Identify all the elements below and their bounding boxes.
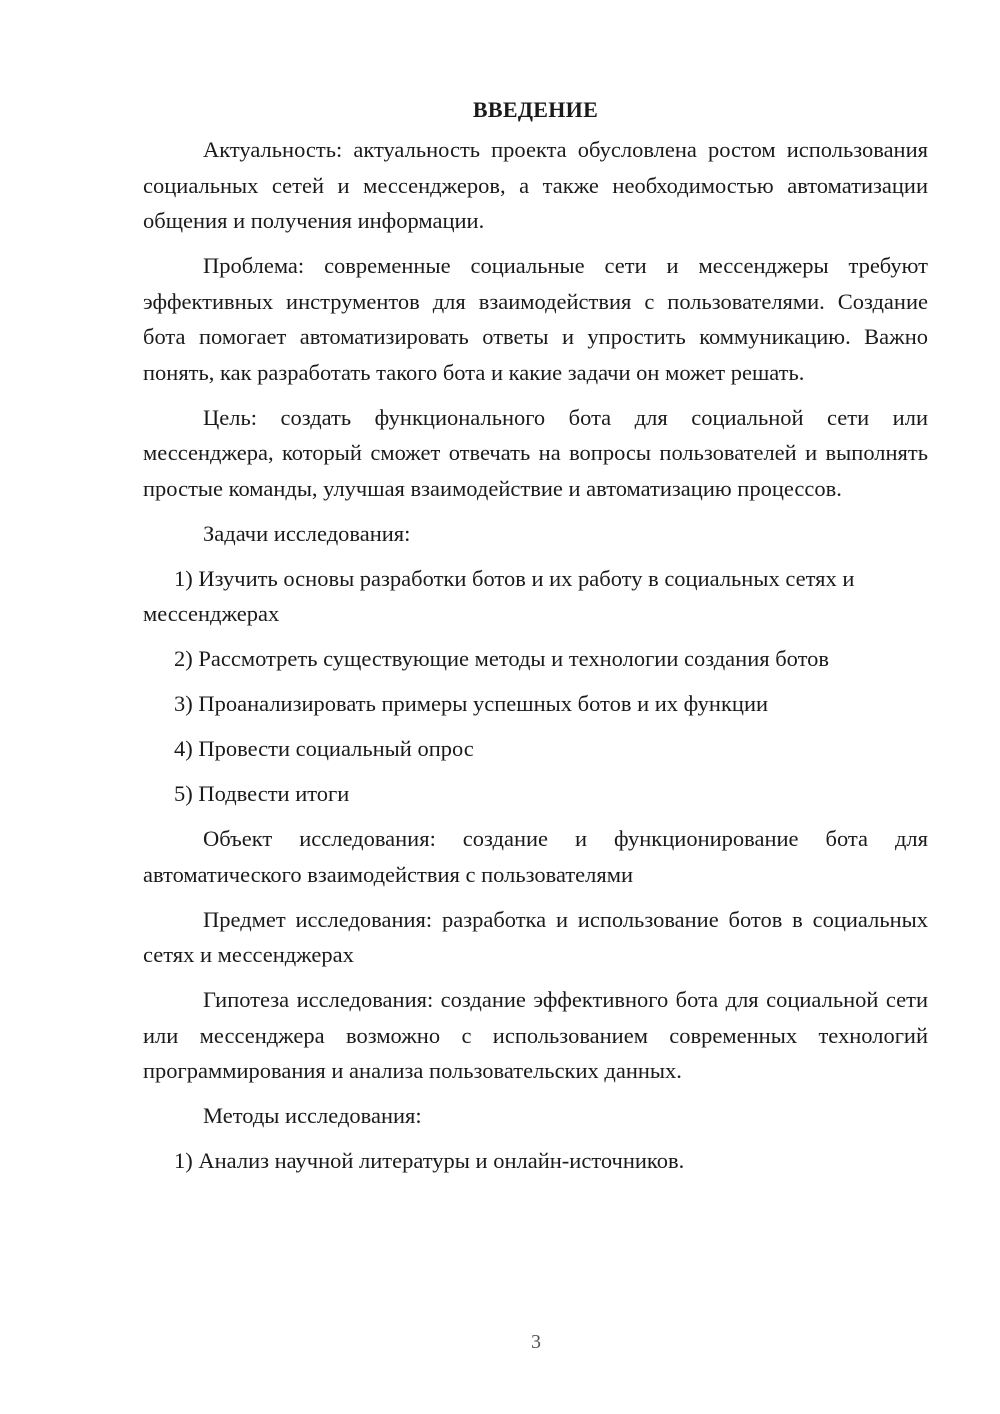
list-item-task-5: 5) Подвести итоги bbox=[174, 781, 350, 806]
paragraph-goal: Цель: создать функционального бота для социальной сети или мессенджера, который сможет отвечать на вопросы пользователей и выполнять простые команды, улучшая взаимодействие и автоматизацию процессов. bbox=[143, 404, 928, 501]
paragraph-relevance: Актуальность: актуальность проекта обусловлена ростом использования социальных сетей и мессенджеров, а также необходимостью автоматизации общения и получения информации. bbox=[143, 137, 928, 233]
page-number: 3 bbox=[531, 1331, 541, 1353]
paragraph-problem: Проблема: современные социальные сети и мессенджеры требуют эффективных инструментов для взаимодействия с пользователями. Создание бота помогает автоматизировать ответы и упростить коммуникацию. Важно понять, как разработать такого бота и какие задачи он может решать. bbox=[143, 253, 928, 385]
document-page bbox=[143, 92, 928, 1188]
list-item-task-3: 3) Проанализировать примеры успешных ботов и их функции bbox=[174, 691, 769, 716]
paragraph-subject: Предмет исследования: разработка и использование ботов в социальных сетях и мессенджерах bbox=[143, 906, 928, 967]
paragraph-methods-heading: Методы исследования: bbox=[203, 1103, 422, 1128]
list-item-task-2: 2) Рассмотреть существующие методы и технологии создания ботов bbox=[174, 646, 830, 671]
paragraph-hypothesis: Гипотеза исследования: создание эффективного бота для социальной сети или мессенджера возможно с использованием современных технологий программирования и анализа пользовательских данных. bbox=[143, 987, 928, 1083]
list-item-task-4: 4) Провести социальный опрос bbox=[174, 736, 474, 761]
section-title: ВВЕДЕНИЕ bbox=[472, 97, 599, 122]
paragraph-object: Объект исследования: создание и функционирование бота для автоматического взаимодействия с пользователями bbox=[143, 826, 928, 887]
paragraph-tasks-heading: Задачи исследования: bbox=[203, 520, 411, 546]
list-item-task-1: 1) Изучить основы разработки ботов и их работу в социальных сетях и мессенджерах bbox=[143, 565, 855, 626]
list-item-method-1: 1) Анализ научной литературы и онлайн-источников. bbox=[174, 1148, 685, 1173]
